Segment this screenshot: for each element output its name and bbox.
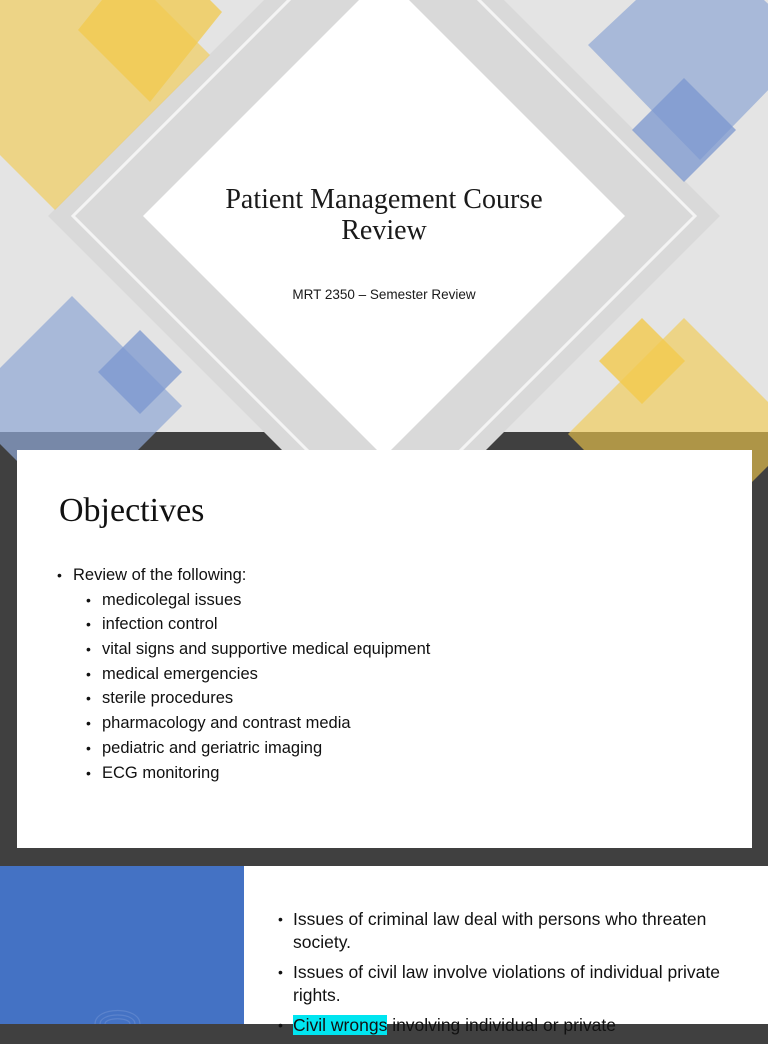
bullet-icon: • [86,739,91,756]
presentation-title: Patient Management Course Review [225,184,543,246]
law-bullets [276,908,746,1044]
bullet-icon: • [86,641,91,658]
presentation-subtitle: MRT 2350 – Semester Review [292,287,476,302]
scales-icon [0,866,244,1024]
law-slide [0,866,768,1035]
list-item: • Issues of civil law involve violations of individual private rights. [278,962,721,1005]
bullet-icon: • [86,616,91,633]
title-slide [0,0,768,432]
bullet-icon: • [57,567,62,583]
bullet-icon: • [278,964,283,980]
bullet-icon: • [86,665,91,682]
list-item: • Issues of criminal law deal with persons who threaten society. [278,909,707,952]
bullet-icon: • [86,764,91,781]
blue-side-panel [0,866,244,1024]
list-item-text: involving individual or private [387,1015,616,1035]
bullet-icon: • [86,690,91,707]
bullet-icon: • [86,591,91,608]
slide-title: Objectives [59,492,205,529]
bullet-icon: • [86,715,91,732]
bullet-icon: • [278,911,283,927]
objectives-slide: Objectives • Review of the following: • medicolegal issues • infection control • vital signs and supportive medical equipment • medical emergencies • sterile procedures • pharmacology and contrast media • pediatric and geriatric imaging • ECG monitoring [17,450,752,848]
bullet-icon: • [278,1017,283,1033]
highlighted-text: Civil wrongs [293,1015,388,1035]
list-item [276,1014,746,1037]
